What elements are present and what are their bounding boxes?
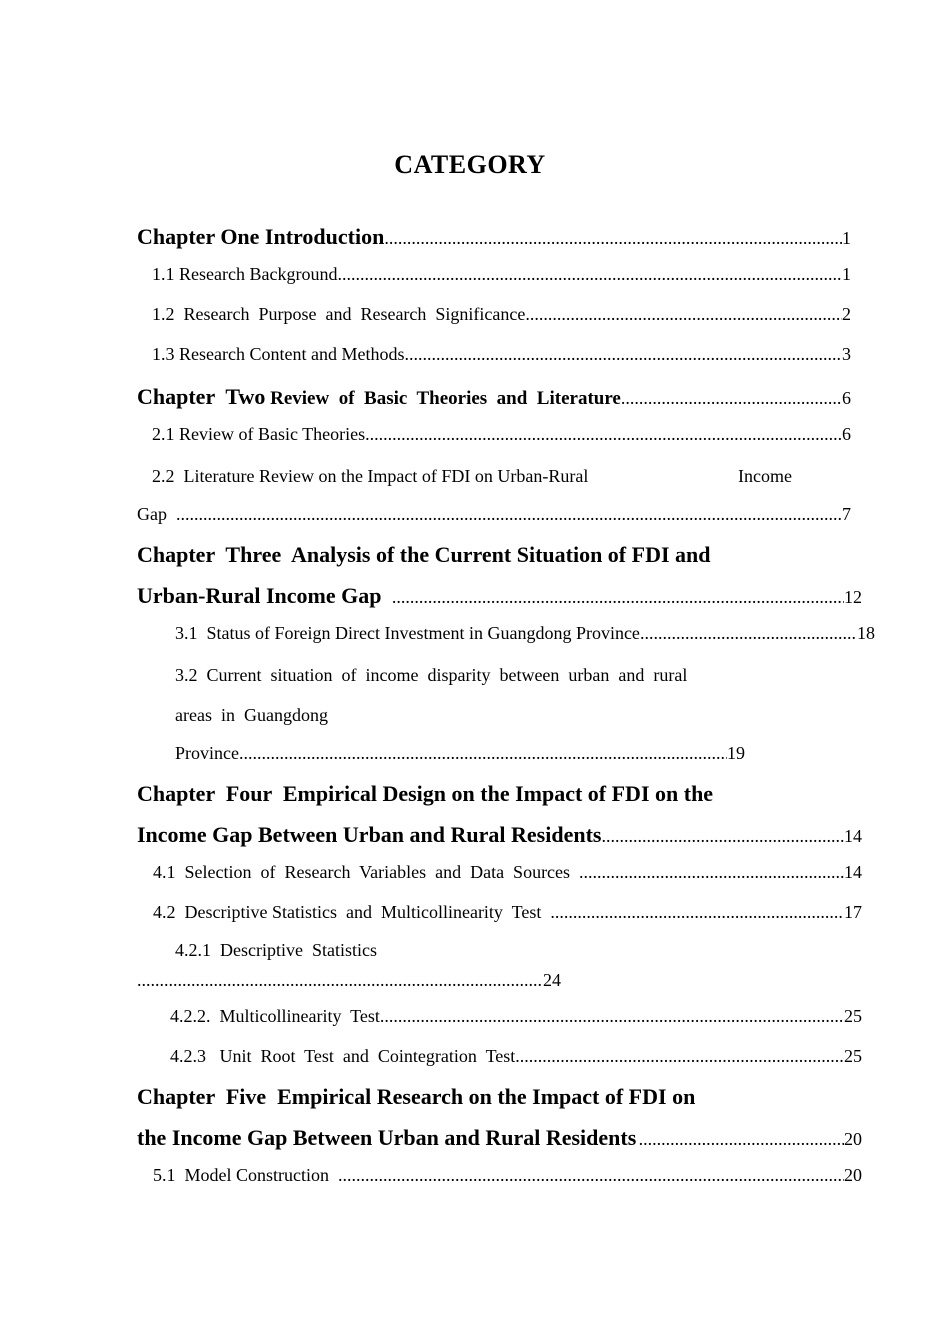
section-title: 2.2 Literature Review on the Impact of FDI on Urban-Rural (152, 466, 589, 486)
leader-dots (239, 743, 727, 764)
toc-section-2-2-line1-end: Income (738, 466, 792, 486)
leader-dots (404, 344, 842, 365)
page-number: 6 (842, 424, 851, 444)
leader-dots (392, 587, 844, 608)
toc-section-4-2-2[interactable] (170, 1006, 862, 1027)
chapter-title-cont: the Income Gap Between Urban and Rural Residents (137, 1125, 637, 1150)
toc-section-2-2-line2[interactable] (137, 504, 851, 525)
page-number: 24 (543, 970, 561, 990)
toc-section-3-2-line1[interactable]: 3.2 Current situation of income disparity between urban and rural (175, 665, 688, 685)
chapter-title: Chapter One Introduction (137, 224, 385, 249)
leader-dots (639, 1129, 844, 1150)
page-number: 25 (844, 1006, 862, 1026)
page-number: 17 (844, 902, 862, 922)
page-number: 18 (857, 623, 875, 643)
toc-section-3-1[interactable] (175, 623, 875, 644)
section-title: 4.2.3 Unit Root Test and Cointegration Test (170, 1046, 516, 1066)
section-title: 1.1 Research Background (152, 264, 338, 284)
section-title: 4.1 Selection of Research Variables and Data Sources (153, 862, 580, 882)
page-number: 7 (842, 504, 851, 524)
section-title: 4.2 Descriptive Statistics and Multicollinearity Test (153, 902, 551, 922)
leader-dots (601, 826, 844, 847)
toc-section-2-1[interactable] (152, 424, 851, 445)
leader-dots (337, 264, 842, 285)
section-title: 3.1 Status of Foreign Direct Investment in Guangdong Province (175, 623, 640, 643)
leader-dots (550, 902, 844, 923)
leader-dots (621, 388, 842, 409)
page-number: 25 (844, 1046, 862, 1066)
page-number: 3 (842, 344, 851, 364)
leader-dots (365, 424, 842, 445)
toc-chapter-4-line1[interactable]: Chapter Four Empirical Design on the Impact of FDI on the (137, 781, 714, 806)
page-number: 20 (844, 1129, 862, 1149)
chapter-title: Chapter Two (137, 384, 266, 409)
toc-section-4-2-1-line1[interactable]: 4.2.1 Descriptive Statistics (175, 940, 377, 960)
toc-chapter-3-line2[interactable] (137, 583, 862, 609)
toc-section-2-2-line1[interactable] (152, 464, 588, 488)
section-title: 1.3 Research Content and Methods (152, 344, 405, 364)
page-number: 12 (844, 587, 862, 607)
chapter-title-cont: Urban-Rural Income Gap (137, 583, 382, 608)
page-title: CATEGORY (394, 150, 546, 179)
toc-section-1-3[interactable] (152, 344, 851, 365)
section-title: 4.2.2. Multicollinearity Test (170, 1006, 380, 1026)
leader-dots (579, 862, 844, 883)
leader-dots (640, 623, 857, 644)
leader-dots (380, 1006, 844, 1027)
toc-section-4-2-3[interactable] (170, 1046, 862, 1067)
section-title: 5.1 Model Construction (153, 1165, 338, 1185)
section-title: 1.2 Research Purpose and Research Significance (152, 304, 526, 324)
toc-chapter-1[interactable] (137, 224, 851, 250)
page-number: 6 (842, 388, 851, 408)
toc-section-3-2-line2[interactable]: areas in Guangdong (175, 705, 328, 725)
toc-chapter-2[interactable] (137, 384, 851, 410)
page-number: 1 (842, 228, 851, 248)
toc-section-1-1[interactable] (152, 264, 851, 285)
page-number: 1 (842, 264, 851, 284)
toc-chapter-5-line2[interactable] (137, 1125, 862, 1151)
leader-dots (137, 970, 543, 991)
leader-dots (515, 1046, 844, 1067)
section-title-cont: Province (175, 743, 239, 763)
chapter-title-cont: Income Gap Between Urban and Rural Residents (137, 822, 602, 847)
toc-section-3-2-line3[interactable] (175, 743, 745, 764)
toc-section-4-2-1-line2[interactable] (137, 970, 561, 991)
page-number: 19 (727, 743, 745, 763)
toc-chapter-4-line2[interactable] (137, 822, 862, 848)
page-number: 2 (842, 304, 851, 324)
leader-dots (176, 504, 842, 525)
section-title: 2.1 Review of Basic Theories (152, 424, 366, 444)
page-number: 20 (844, 1165, 862, 1185)
toc-chapter-5-line1[interactable]: Chapter Five Empirical Research on the Impact of FDI on (137, 1084, 696, 1109)
page-number: 14 (844, 862, 862, 882)
toc-chapter-3-line1[interactable]: Chapter Three Analysis of the Current Situation of FDI and (137, 542, 711, 567)
leader-dots (384, 228, 842, 249)
section-title-cont: Gap (137, 504, 176, 524)
toc-section-5-1[interactable] (153, 1165, 862, 1186)
chapter-subtitle: Review of Basic Theories and Literature (265, 388, 621, 409)
page-number: 14 (844, 826, 862, 846)
leader-dots (525, 304, 842, 325)
toc-section-4-2[interactable] (153, 902, 862, 923)
toc-section-4-1[interactable] (153, 862, 862, 883)
leader-dots (338, 1165, 844, 1186)
toc-section-1-2[interactable] (152, 304, 851, 325)
